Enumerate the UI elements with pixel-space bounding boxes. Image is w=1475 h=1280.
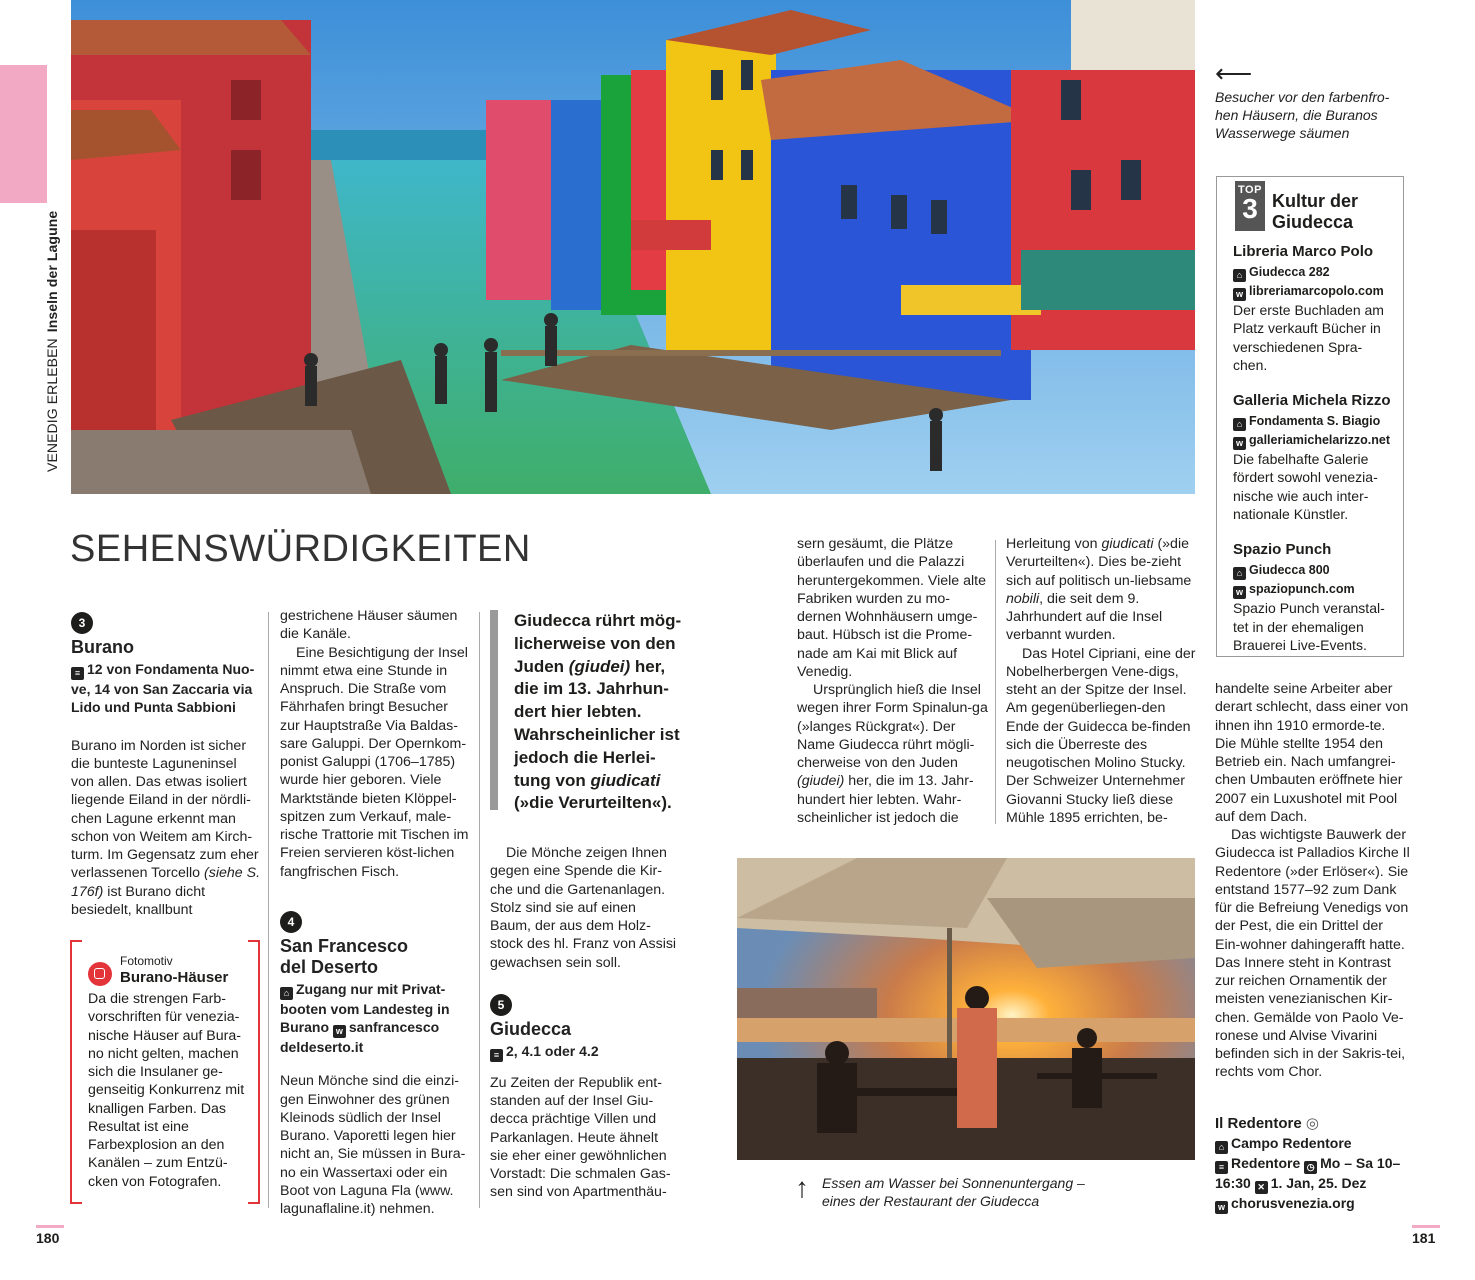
photo-caption-bottom: Essen am Wasser bei Sonnenuntergang – eines der Restaurant der Giudecca <box>822 1175 1085 1209</box>
paragraph-text: , die seit dem 9. Jahrhundert auf die Insel verbannt wurden. <box>1006 590 1163 644</box>
entry-title-deserto: San Francesco del Deserto <box>280 935 409 977</box>
column-5 <box>1006 535 1198 827</box>
entry-text <box>71 737 261 920</box>
arrow-left-icon: ⟵ <box>1215 58 1253 88</box>
photo-tip-text: Da die strengen Farb-vorschriften für venezia-nische Häuser auf Bura-no nicht gelten, machen sich die Insulaner ge-genseitig Konkurrenz mit knalligen Farben. Das Resultat ist eine Farbexplosion an den Kanälen – zum Entzü-cken von Fotografen. <box>88 991 245 1190</box>
paragraph: gestrichene Häuser säumen die Kanäle. <box>280 608 458 643</box>
top3-item-address: Giudecca 800 <box>1249 563 1330 578</box>
photo-tip-title: Burano-Häuser <box>120 969 229 986</box>
arrow-up-icon: ↑ <box>795 1172 809 1203</box>
chapter-label: Inseln der Lagune <box>44 210 60 333</box>
top3-item-web[interactable]: libreriamarcopolo.com <box>1249 284 1384 298</box>
paragraph: Eine Besichtigung der Insel nimmt etwa eine Stunde in Anspruch. Die Straße vom Fährhafen bringt Besucher zur Hauptstraße Via Baldas-sare Galuppi. Der Opernkom-ponist Galuppi (1706–1785) wurde hier geboren. Viele Marktstände bieten Klöppel-spitzen zum Verkauf, male-rische Trattorie mit Tischen im Freien servieren köst-lichen fangfrischen Fisch. <box>280 644 469 880</box>
web-icon: w <box>333 1025 346 1038</box>
entry-text: Zu Zeiten der Republik ent-standen auf der Insel Giu-decca prächtige Villen und Parkanlagen. Heute ähnelt sie eher einer gewöhnlichen Vorstadt: Die schmalen Gas-sen sind von Apartmenthäu- <box>490 1074 671 1201</box>
address-icon: ⌂ <box>1233 567 1246 580</box>
web-icon: w <box>1233 586 1246 599</box>
paragraph: handelte seine Arbeiter aber derart schlecht, dass einer von ihnen ihn 1910 ermorde-te. Die Mühle stellte 1954 den Betrieb ein. Nach umfangrei-chen Umbauten eröffnete hier 2007 ein Luxushotel mit Pool auf dem Dach. <box>1215 681 1409 825</box>
column-3 <box>490 844 680 1202</box>
photo-tip-box <box>70 940 260 1204</box>
web-icon: w <box>1233 437 1246 450</box>
quote-text: Giudecca rührt mög-licherweise von den Juden <box>514 611 682 676</box>
paragraph-text: (»die Verurteilten«). Dies be-zieht sich auf politisch un-liebsame <box>1006 536 1192 589</box>
chapter-color-tab <box>0 65 47 203</box>
top3-item-address: Giudecca 282 <box>1249 265 1330 279</box>
side-running-header <box>44 211 60 472</box>
entry-number-badge: 4 <box>280 911 302 933</box>
redentore-stop: Redentore <box>1231 1155 1301 1171</box>
paragraph-text: Ursprünglich hieß die Insel wegen ihrer Form Spinalun-ga (»langes Rückgrat«). Der Name Giudecca rührt mögli-cherweise von den Juden <box>797 682 988 771</box>
redentore-info <box>1215 1114 1415 1214</box>
top3-item-web[interactable]: spaziopunch.com <box>1249 582 1355 597</box>
paragraph-text: Herleitung von <box>1006 536 1102 552</box>
column-divider <box>479 612 480 1208</box>
page-number-right: 181 <box>1412 1230 1436 1246</box>
entry-transport: 2, 4.1 oder 4.2 <box>506 1042 599 1059</box>
entry-text: Neun Mönche sind die einzi-gen Einwohner des grünen Kleinods südlich der Insel Burano. Vaporetti legen hier nicht an, Sie müssen in Bura-no ein Wassertaxi oder ein Boot von Laguna Fla (www. lagunaflaline.it) nehmen. <box>280 1073 466 1217</box>
top3-item-text: Der erste Buchladen am Platz verkauft Bücher in verschiedenen Spra-chen. <box>1233 302 1384 373</box>
column-burano <box>71 612 261 919</box>
page-marker-left <box>36 1225 64 1228</box>
page-heading: SEHENSWÜRDIGKEITEN <box>70 528 531 570</box>
ferry-icon: ≡ <box>1215 1161 1228 1174</box>
paragraph: Das Hotel Cipriani, eine der Nobelherbergen Vene-digs, steht an der Spitze der Insel. Am gegenüberliegen-den Ende der Guidecca be-finden sich die Überreste des neugotischen Molino Stucky. Der Schweizer Unternehmer Giovanni Stucky ließ diese Mühle 1895 errichten, be- <box>1006 645 1196 826</box>
address-icon: ⌂ <box>1233 418 1246 431</box>
address-icon: ⌂ <box>1215 1141 1228 1154</box>
burano-canal-photo <box>71 0 1195 494</box>
entry-title-giudecca: Giudecca <box>490 1018 572 1039</box>
clock-icon: ◷ <box>1304 1161 1317 1174</box>
top3-item-name: Spazio Punch <box>1233 541 1332 559</box>
top3-item-address: Fondamenta S. Biagio <box>1249 414 1381 429</box>
entry-web[interactable]: sanfrancesco deldeserto.it <box>280 1019 440 1055</box>
entry-number-badge: 5 <box>490 994 512 1016</box>
top3-item-text: Spazio Punch veranstal-tet in der ehemaligen Brauerei Live-Events. <box>1233 600 1385 653</box>
top3-item-name: Libreria Marco Polo <box>1233 243 1374 260</box>
column-4 <box>797 535 989 827</box>
address-icon: ⌂ <box>280 987 293 1000</box>
entry-title-burano: Burano <box>71 637 134 657</box>
quote-italic: giudicati <box>590 770 661 790</box>
redentore-address: Campo Redentore <box>1231 1135 1352 1151</box>
redentore-web[interactable]: chorusvenezia.org <box>1231 1195 1355 1211</box>
top3-item <box>1233 243 1393 374</box>
web-icon: w <box>1215 1201 1228 1214</box>
paragraph-italic: (giudei) <box>797 773 845 790</box>
camera-icon <box>88 962 112 986</box>
entry-text-end: ist Burano dicht besiedelt, knallbunt <box>71 883 206 918</box>
column-divider <box>268 612 269 1208</box>
top3-box <box>1216 176 1404 657</box>
column-2 <box>280 607 470 1218</box>
entry-access: Zugang nur mit Privat-booten vom Landesteg in Burano <box>280 980 450 1035</box>
photo-caption-top: Besucher vor den farbenfro- hen Häusern, die Buranos Wasserwege säumen <box>1215 89 1390 141</box>
top3-item-text: Die fabelhafte Galerie fördert sowohl venezia-nische wie auch inter-nationale Künstler. <box>1233 451 1378 523</box>
cross-reference[interactable]: (siehe S. 176f) <box>71 865 261 900</box>
paragraph: Die Mönche zeigen Ihnen gegen eine Spende die Kir-che und die Gartenanlagen. Stolz sind sie auf einen Baum, der aus dem Holz-stock des hl. Franz von Assisi gewachsen sein soll. <box>490 845 677 971</box>
quote-italic: (giudei) <box>568 656 631 676</box>
pull-quote <box>490 610 686 813</box>
address-icon: ⌂ <box>1233 269 1246 282</box>
quote-text: her, die im 13. Jahrhun-dert hier lebten. Wahrscheinlicher ist jedoch die Herlei-tung von <box>514 656 680 790</box>
paragraph: Das wichtigste Bauwerk der Giudecca ist Palladios Kirche Il Redentore (»der Erlöser«). Sie entstand 1577–92 zum Dank für die Befreiung Venedigs von der Pest, die ein Drittel der Ein-wohner dahingerafft hatte. Das Innere steht in Kontrast zur reichen Ornamentik der meisten venezianischen Kir-chen. Gemälde von Paolo Ve-ronese und Alvise Vivarini befinden sich in der Sakris-tei, rechts vom Chor. <box>1215 827 1410 1081</box>
redentore-hours: Mo – Sa 10–16:30 <box>1215 1155 1401 1191</box>
top3-badge-number: 3 <box>1242 193 1258 224</box>
box-bracket-left <box>70 940 82 1204</box>
section-label: VENEDIG ERLEBEN <box>44 338 60 472</box>
paragraph-italic: giudicati <box>1101 536 1154 552</box>
page-marker-right <box>1412 1225 1440 1228</box>
photo-tip-label: Fotomotiv <box>120 954 173 968</box>
redentore-title: Il Redentore <box>1215 1115 1302 1132</box>
ferry-icon: ≡ <box>71 667 84 680</box>
entry-number-badge: 3 <box>71 612 93 634</box>
page-number-left: 180 <box>36 1230 60 1246</box>
entry-text-main: Burano im Norden ist sicher die bunteste Laguneninsel von allen. Das etwas isoliert liegende Eiland in der nördli-chen Lagune erkennt man schon von Weitem am Kirch-turm. Im Gegensatz zum eher verlassenen Torcello <box>71 737 259 882</box>
ferry-icon: ≡ <box>490 1049 503 1062</box>
column-divider <box>995 540 996 824</box>
paragraph <box>797 681 989 827</box>
paragraph-italic: nobili <box>1006 590 1040 607</box>
top3-badge-label: TOP <box>1238 184 1262 196</box>
top3-badge <box>1235 181 1265 231</box>
redentore-closed: 1. Jan, 25. Dez <box>1270 1175 1367 1191</box>
top3-item-name: Galleria Michela Rizzo <box>1233 392 1391 410</box>
entry-transport: 12 von Fondamenta Nuo-ve, 14 von San Zaccaria via Lido und Punta Sabbioni <box>71 661 255 716</box>
restaurant-sunset-photo <box>737 858 1195 1160</box>
closed-icon: ✕ <box>1255 1181 1268 1194</box>
web-icon: w <box>1233 288 1246 301</box>
column-6 <box>1215 680 1410 1082</box>
top3-title: Kultur der Giudecca <box>1272 191 1359 232</box>
globe-icon: ◎ <box>1305 1115 1319 1132</box>
paragraph: sern gesäumt, die Plätze überlaufen und die Palazzi heruntergekommen. Viele alte Fabriken wurden zu mo-dernen Wohnhäusern umge-baut. Hübsch ist die Prome-nade am Kai mit Blick auf Venedig. <box>797 536 987 680</box>
top3-item <box>1233 541 1393 654</box>
top3-item-web[interactable]: galleriamichelarizzo.net <box>1249 433 1391 448</box>
paragraph-text: her, die im 13. Jahr-hundert hier lebten. Wahr-scheinlicher ist jedoch die <box>797 773 974 826</box>
paragraph <box>1006 535 1198 645</box>
top3-item <box>1233 392 1393 523</box>
quote-text: (»die Verurteilten«). <box>514 793 672 813</box>
